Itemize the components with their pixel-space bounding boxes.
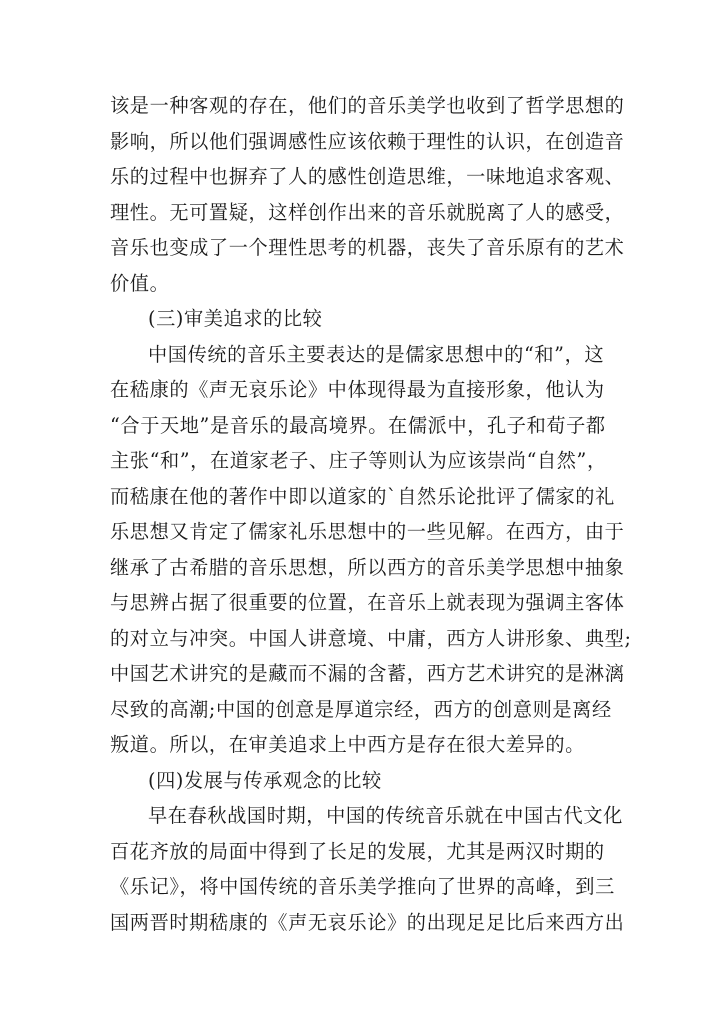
paragraph-line: 继承了古希腊的音乐思想，所以西方的音乐美学思想中抽象 bbox=[110, 555, 625, 579]
paragraph-line: 而嵇康在他的著作中即以道家的`自然乐论批评了儒家的礼 bbox=[110, 484, 615, 508]
paragraph-line: “合于天地”是音乐的最高境界。在儒派中，孔子和荀子都 bbox=[110, 413, 606, 437]
paragraph-line: 百花齐放的局面中得到了长足的发展，尤其是两汉时期的 bbox=[110, 839, 605, 863]
paragraph-line: 理性。无可置疑，这样创作出来的音乐就脱离了人的感受， bbox=[110, 200, 625, 224]
section-heading: (三)审美追求的比较 bbox=[148, 307, 323, 330]
paragraph-line: 该是一种客观的存在，他们的音乐美学也收到了哲学思想的 bbox=[110, 94, 625, 117]
paragraph-line: 音乐也变成了一个理性思考的机器，丧失了音乐原有的艺术 bbox=[110, 236, 625, 259]
paragraph-line: 中国传统的音乐主要表达的是儒家思想中的“和”，这 bbox=[148, 342, 605, 366]
paragraph-line: 叛道。所以，在审美追求上中西方是存在很大差异的。 bbox=[110, 733, 585, 756]
paragraph-line: 与思辨占据了很重要的位置，在音乐上就表现为强调主客体 bbox=[110, 591, 625, 614]
paragraph-line: 中国艺术讲究的是藏而不漏的含蓄，西方艺术讲究的是淋漓 bbox=[110, 662, 625, 685]
paragraph-line: 影响，所以他们强调感性应该依赖于理性的认识，在创造音 bbox=[110, 129, 625, 153]
section-heading: (四)发展与传承观念的比较 bbox=[148, 768, 382, 792]
paragraph-line: 《乐记》，将中国传统的音乐美学推向了世界的高峰，到三 bbox=[110, 875, 615, 898]
body-text bbox=[110, 88, 632, 940]
paragraph-line: 主张“和”，在道家老子、庄子等则认为应该崇尚“自然”， bbox=[110, 449, 607, 472]
paragraph-line: 乐思想又肯定了儒家礼乐思想中的一些见解。在西方，由于 bbox=[110, 520, 625, 543]
paragraph-line: 乐的过程中也摒弃了人的感性创造思维，一味地追求客观、 bbox=[110, 165, 625, 188]
paragraph-line: 尽致的高潮;中国的创意是厚道宗经，西方的创意则是离经 bbox=[110, 697, 612, 721]
paragraph-line: 早在春秋战国时期，中国的传统音乐就在中国古代文化 bbox=[148, 804, 623, 827]
paragraph-line: 在嵇康的《声无哀乐论》中体现得最为直接形象，他认为 bbox=[110, 378, 605, 401]
paragraph-line: 国两晋时期嵇康的《声无哀乐论》的出现足足比后来西方出 bbox=[110, 910, 625, 934]
paragraph-line: 的对立与冲突。中国人讲意境、中庸，西方人讲形象、典型; bbox=[110, 626, 632, 650]
paragraph-line: 价值。 bbox=[110, 271, 170, 295]
